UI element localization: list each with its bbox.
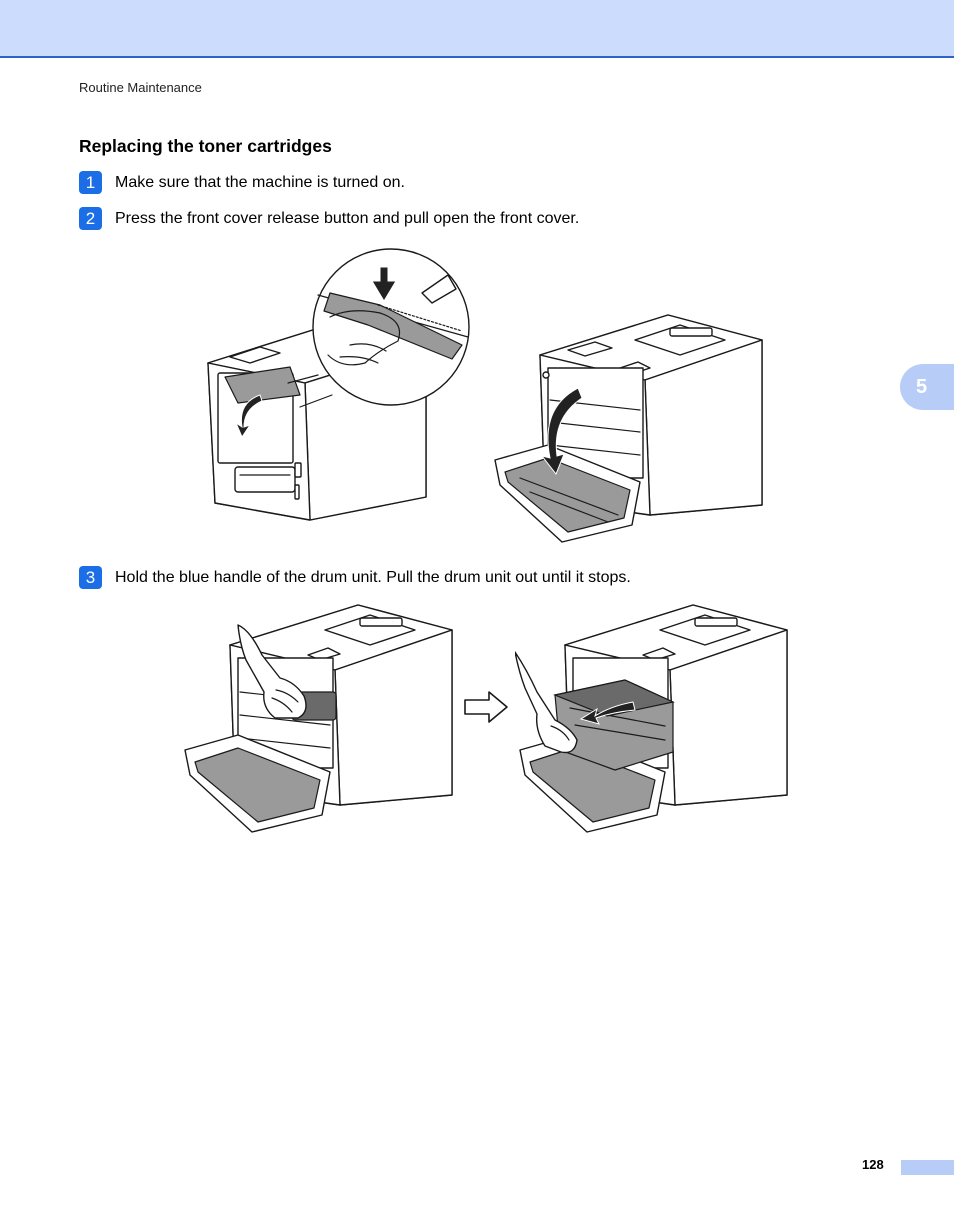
step-1 [79,171,405,194]
step-3 [79,566,631,589]
chapter-number: 5 [916,375,928,398]
printer-front-cover-open-illustration [490,310,770,550]
step-number-badge: 1 [79,171,102,194]
step-number-badge: 2 [79,207,102,230]
step-number-badge: 3 [79,566,102,589]
step-text: Hold the blue handle of the drum unit. Pull the drum unit out until it stops. [115,568,631,586]
running-header: Routine Maintenance [79,80,202,95]
step-2 [79,207,579,230]
printer-hold-drum-handle-illustration [180,600,460,840]
printer-release-button-illustration [200,245,480,525]
page-number-bar [901,1160,954,1175]
step-text: Make sure that the machine is turned on. [115,173,405,191]
step-text: Press the front cover release button and pull open the front cover. [115,209,580,227]
page-number: 128 [862,1157,884,1172]
chapter-tab[interactable] [900,364,954,410]
right-outline-arrow-icon [463,690,509,724]
top-header-band [0,0,954,58]
section-title: Replacing the toner cartridges [79,136,332,156]
printer-drum-pulled-out-illustration [515,600,795,840]
